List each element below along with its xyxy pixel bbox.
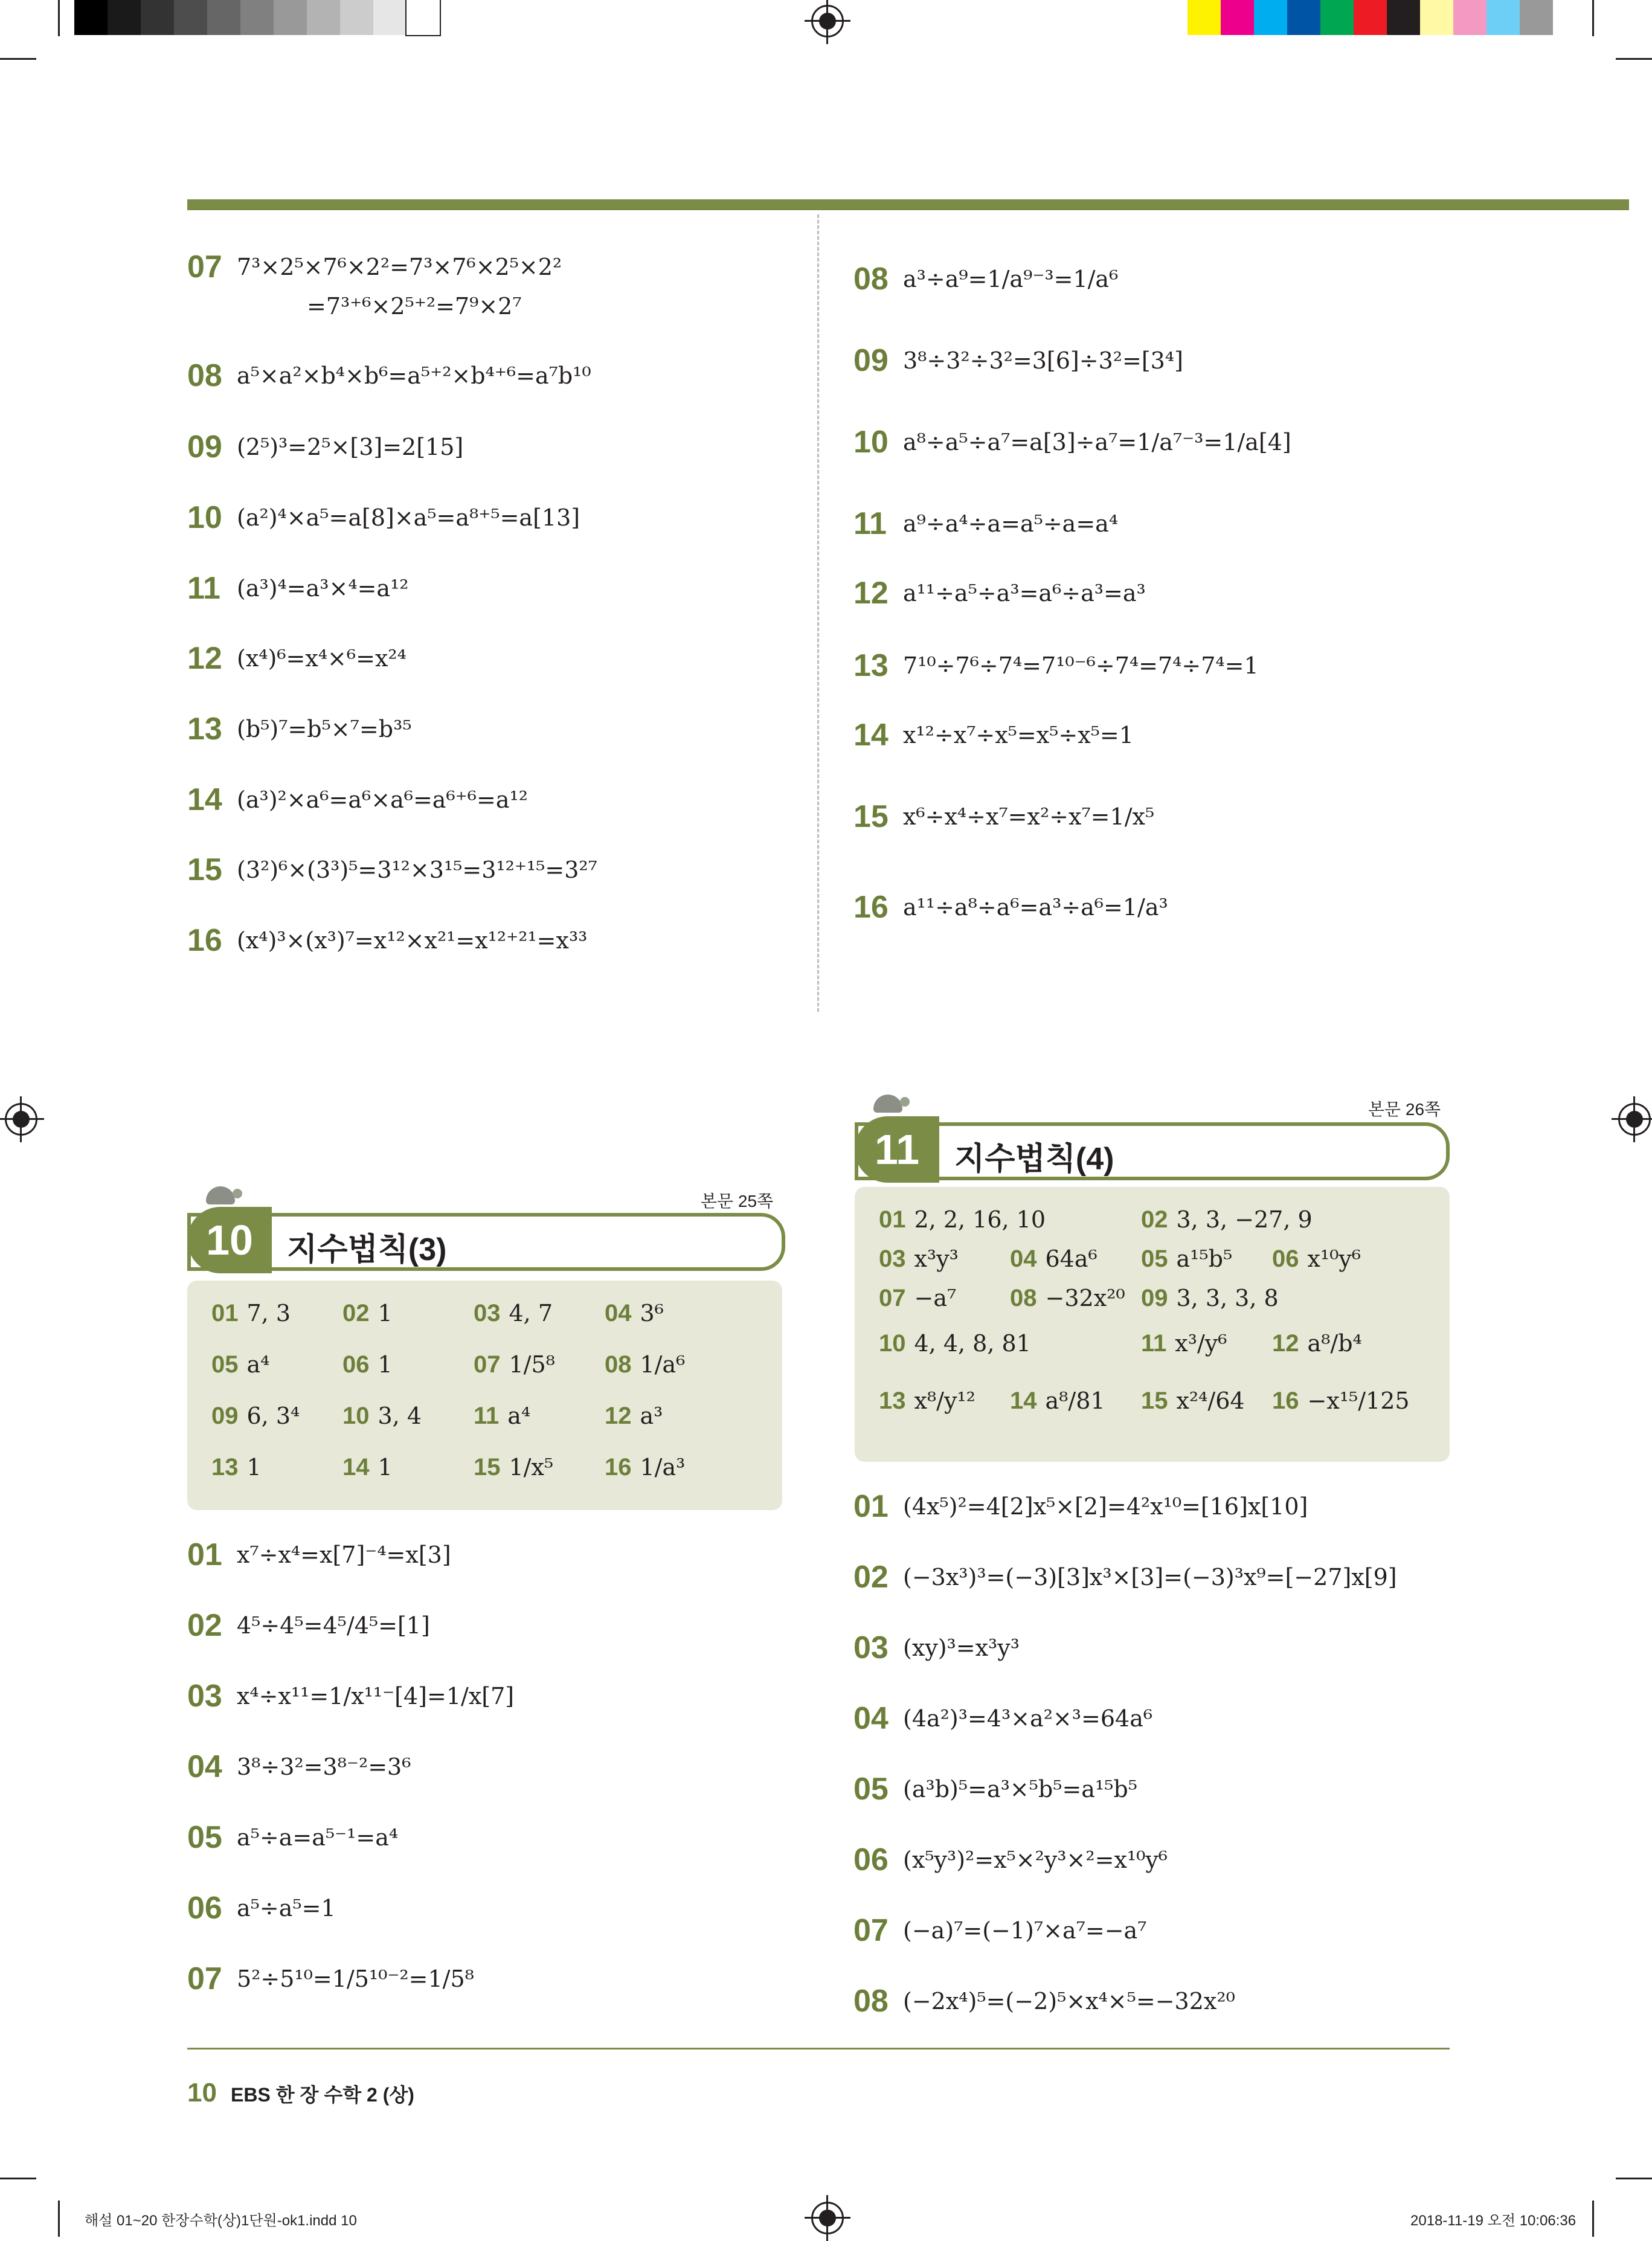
section-number: 11 [855,1116,939,1183]
problem-number: 13 [853,648,889,683]
answer-value: 3⁶ [640,1300,664,1326]
slug-filename: 해설 01~20 한장수학(상)1단원-ok1.indd 10 [85,2213,357,2229]
answer-item [1010,1244,1098,1273]
solution-expression: (−2x⁴)⁵=(−2)⁵×x⁴×⁵=−32x²⁰ [903,1988,1235,2014]
answer-item [474,1453,553,1482]
registration-mark-icon [5,1103,37,1136]
problem-number: 05 [853,1772,889,1807]
answer-number: 03 [474,1300,501,1326]
solution-expression: (a³b)⁵=a³×⁵b⁵=a¹⁵b⁵ [903,1776,1137,1802]
color-swatch [1188,0,1221,35]
problem-number: 07 [187,249,222,285]
problem-number: 15 [187,852,222,887]
page-reference: 본문 25쪽 [701,1192,774,1211]
answer-number: 14 [1010,1387,1037,1414]
solution-expression: (−3x³)³=(−3)[3]x³×[3]=(−3)³x⁹=[−27]x[9] [903,1564,1397,1590]
answer-value: 1/a⁶ [640,1351,686,1378]
crop-mark [58,2201,60,2237]
solution-expression: (3²)⁶×(3³)⁵=3¹²×3¹⁵=3¹²⁺¹⁵=3²⁷ [237,857,597,883]
solution-expression: 3⁸÷3²=3⁸⁻²=3⁶ [237,1754,411,1780]
page-reference: 본문 26쪽 [1368,1100,1441,1119]
problem-number: 03 [853,1630,889,1665]
answer-item [474,1401,530,1430]
problem-number: 11 [187,571,220,606]
turtle-icon [202,1184,241,1207]
answer-value: 1/x⁵ [509,1454,554,1481]
section-number: 10 [187,1207,272,1273]
answer-item [605,1350,685,1379]
solution-expression: (4a²)³=4³×a²×³=64a⁶ [903,1705,1153,1732]
answer-item [1141,1386,1245,1415]
solution-expression: x¹²÷x⁷÷x⁵=x⁵÷x⁵=1 [903,722,1134,748]
solution-expression: (a²)⁴×a⁵=a[8]×a⁵=a⁸⁺⁵=a[13] [237,504,580,531]
answer-value: 4, 4, 8, 81 [914,1330,1031,1357]
answer-number: 01 [879,1206,906,1233]
answer-item [342,1453,393,1482]
solution-expression: a⁵÷a=a⁵⁻¹=a⁴ [237,1824,399,1851]
answer-number: 13 [211,1454,239,1481]
problem-number: 13 [187,712,222,747]
footer-rule [187,2048,1450,2050]
solution-expression: x⁴÷x¹¹=1/x¹¹⁻[4]=1/x[7] [237,1683,515,1709]
answer-panel-11 [855,1187,1450,1462]
problem-number: 06 [853,1842,889,1877]
problem-number: 08 [187,358,222,393]
answer-item [474,1299,553,1328]
answer-number: 02 [342,1300,370,1326]
answer-value: x²⁴/64 [1176,1387,1245,1414]
answer-number: 05 [211,1351,239,1378]
solution-expression: (4x⁵)²=4[2]x⁵×[2]=4²x¹⁰=[16]x[10] [903,1493,1308,1520]
solution-expression: (a³)²×a⁶=a⁶×a⁶=a⁶⁺⁶=a¹² [237,786,528,813]
solution-expression: (2⁵)³=2⁵×[3]=2[15] [237,434,464,460]
problem-number: 10 [853,425,889,460]
problem-number: 14 [187,782,222,817]
problem-number: 14 [853,718,889,753]
answer-item [211,1401,300,1430]
top-rule [187,199,1629,210]
problem-number: 02 [187,1608,222,1643]
color-swatch [1486,0,1520,35]
problem-number: 16 [187,923,222,958]
answer-value: −x¹⁵/125 [1307,1387,1410,1414]
color-swatch [240,0,274,35]
answer-item [879,1329,1031,1358]
footer [187,2078,414,2108]
problem-number: 04 [187,1749,222,1784]
solution-expression: a³÷a⁹=1/a⁹⁻³=1/a⁶ [903,266,1119,292]
answer-item [342,1299,393,1328]
answer-item [879,1205,1046,1234]
problem-number: 16 [853,890,889,925]
solution-expression: 7¹⁰÷7⁶÷7⁴=7¹⁰⁻⁶÷7⁴=7⁴÷7⁴=1 [903,652,1259,679]
answer-value: 3, 3, −27, 9 [1176,1206,1313,1233]
answer-value: x¹⁰y⁶ [1307,1246,1361,1272]
problem-number: 09 [853,343,889,378]
answer-value: −32x²⁰ [1045,1285,1125,1311]
solution-expression: (xy)³=x³y³ [903,1635,1020,1661]
answer-number: 04 [1010,1246,1037,1272]
solution-expression: x⁶÷x⁴÷x⁷=x²÷x⁷=1/x⁵ [903,803,1155,830]
solution-expression: (x⁴)³×(x³)⁷=x¹²×x²¹=x¹²⁺²¹=x³³ [237,927,588,954]
answer-number: 10 [342,1403,370,1429]
solution-expression: (x⁵y³)²=x⁵×²y³×²=x¹⁰y⁶ [903,1847,1168,1873]
answer-number: 05 [1141,1246,1168,1272]
color-swatch [1420,0,1453,35]
solution-expression: a⁸÷a⁵÷a⁷=a[3]÷a⁷=1/a⁷⁻³=1/a[4] [903,429,1291,455]
answer-panel-10 [187,1281,782,1510]
slug-timestamp: 2018-11-19 오전 10:06:36 [1410,2213,1576,2229]
solution-expression: (−a)⁷=(−1)⁷×a⁷=−a⁷ [903,1917,1147,1944]
crop-mark [1592,0,1594,36]
solution-expression: a⁵÷a⁵=1 [237,1895,336,1921]
answer-value: a⁸/81 [1045,1387,1105,1414]
problem-number: 09 [187,429,222,465]
answer-value: 7, 3 [246,1300,291,1326]
answer-number: 14 [342,1454,370,1481]
answer-value: 1 [378,1300,393,1326]
answer-value: 1/a³ [640,1454,686,1481]
answer-number: 07 [879,1285,906,1311]
color-swatch [407,0,440,35]
crop-mark [0,58,36,60]
color-swatch [1221,0,1254,35]
problem-number: 08 [853,1984,889,2019]
answer-number: 15 [474,1454,501,1481]
problem-number: 01 [853,1489,889,1524]
answer-value: 1 [246,1454,262,1481]
answer-value: 3, 3, 3, 8 [1176,1285,1279,1311]
answer-item [879,1386,975,1415]
crop-mark [58,0,60,36]
section-title: 지수법칙(4) [954,1142,1114,1177]
answer-value: a⁴ [246,1351,270,1378]
color-swatch [174,0,207,35]
color-swatch [1320,0,1354,35]
registration-mark-icon [1618,1103,1651,1136]
answer-item [211,1350,269,1379]
answer-value: 3, 4 [378,1403,422,1429]
color-swatch [1287,0,1320,35]
color-swatch [74,0,108,35]
answer-number: 09 [1141,1285,1168,1311]
solution-expression: 7³×2⁵×7⁶×2²=7³×7⁶×2⁵×2² [237,254,562,280]
turtle-icon [870,1092,908,1115]
crop-mark [1592,2201,1594,2237]
solution-expression: a¹¹÷a⁵÷a³=a⁶÷a³=a³ [903,580,1146,606]
answer-number: 16 [1272,1387,1299,1414]
section-title: 지수법칙(3) [287,1232,447,1267]
color-swatch [1387,0,1420,35]
answer-item [879,1284,956,1313]
problem-number: 01 [187,1537,222,1572]
answer-value: a⁴ [507,1403,531,1429]
color-swatch [373,0,407,35]
problem-number: 15 [853,799,889,834]
book-title: EBS 한 장 수학 2 (상) [231,2084,414,2106]
answer-number: 10 [879,1330,906,1357]
color-swatch [141,0,174,35]
answer-value: −a⁷ [914,1285,957,1311]
solution-expression: x⁷÷x⁴=x[7]⁻⁴=x[3] [237,1542,451,1568]
problem-number: 07 [187,1961,222,1996]
answer-value: x³/y⁶ [1175,1330,1227,1357]
answer-number: 09 [211,1403,239,1429]
answer-item [605,1401,663,1430]
answer-number: 16 [605,1454,632,1481]
answer-number: 12 [1272,1330,1299,1357]
answer-item [879,1244,959,1273]
answer-number: 01 [211,1300,239,1326]
answer-value: 1 [378,1454,393,1481]
answer-number: 11 [1141,1330,1167,1357]
problem-number: 10 [187,500,222,535]
solution-expression: (b⁵)⁷=b⁵×⁷=b³⁵ [237,716,412,742]
answer-number: 08 [1010,1285,1037,1311]
answer-item [342,1350,393,1379]
solution-expression: (x⁴)⁶=x⁴×⁶=x²⁴ [237,645,407,672]
solution-expression: a⁹÷a⁴÷a=a⁵÷a=a⁴ [903,510,1119,537]
answer-item [1141,1329,1227,1358]
answer-number: 02 [1141,1206,1168,1233]
color-swatch [307,0,340,35]
color-swatch [274,0,307,35]
crop-mark [1616,2178,1652,2179]
registration-mark-icon [811,5,844,37]
crop-mark [1616,58,1652,60]
color-swatch [1520,0,1553,35]
problem-number: 02 [853,1560,889,1595]
answer-number: 07 [474,1351,501,1378]
problem-number: 12 [853,576,889,611]
answer-value: a³ [640,1403,663,1429]
answer-item [1272,1244,1361,1273]
answer-item [1141,1244,1232,1273]
answer-value: 4, 7 [509,1300,553,1326]
answer-number: 03 [879,1246,906,1272]
answer-item [1272,1386,1410,1415]
problem-number: 07 [853,1913,889,1948]
answer-number: 15 [1141,1387,1168,1414]
answer-item [474,1350,555,1379]
solution-expression: =7³⁺⁶×2⁵⁺²=7⁹×2⁷ [307,293,522,320]
answer-value: 2, 2, 16, 10 [914,1206,1046,1233]
section-header-11 [855,1116,1450,1183]
answer-number: 12 [605,1403,632,1429]
answer-value: x³y³ [914,1246,959,1272]
answer-item [1272,1329,1362,1358]
color-swatch [207,0,240,35]
problem-number: 12 [187,641,222,676]
problem-number: 08 [853,262,889,297]
answer-item [605,1453,685,1482]
answer-number: 11 [474,1403,500,1429]
page-number: 10 [187,2078,217,2108]
answer-item [1141,1205,1313,1234]
answer-number: 06 [1272,1246,1299,1272]
color-swatch [1254,0,1287,35]
registration-mark-icon [811,2202,844,2234]
problem-number: 04 [853,1701,889,1736]
answer-value: x⁸/y¹² [914,1387,975,1414]
color-swatch [108,0,141,35]
solution-expression: 5²÷5¹⁰=1/5¹⁰⁻²=1/5⁸ [237,1966,474,1992]
color-swatch [1453,0,1486,35]
answer-value: 1 [378,1351,393,1378]
answer-number: 08 [605,1351,632,1378]
problem-number: 03 [187,1679,222,1714]
answer-value: a¹⁵b⁵ [1176,1246,1233,1272]
answer-item [1141,1284,1279,1313]
color-swatch [1354,0,1387,35]
answer-number: 06 [342,1351,370,1378]
answer-item [1010,1386,1105,1415]
color-swatch [340,0,373,35]
answer-item [1010,1284,1125,1313]
answer-item [605,1299,664,1328]
problem-number: 06 [187,1891,222,1926]
answer-number: 04 [605,1300,632,1326]
answer-value: a⁸/b⁴ [1307,1330,1362,1357]
problem-number: 11 [853,506,887,541]
solution-expression: a¹¹÷a⁸÷a⁶=a³÷a⁶=1/a³ [903,894,1168,921]
section-header-10 [187,1207,785,1273]
problem-number: 05 [187,1820,222,1855]
solution-expression: a⁵×a²×b⁴×b⁶=a⁵⁺²×b⁴⁺⁶=a⁷b¹⁰ [237,362,591,389]
answer-item [342,1401,422,1430]
solution-expression: (a³)⁴=a³×⁴=a¹² [237,575,409,602]
answer-item [211,1299,291,1328]
answer-item [211,1453,262,1482]
answer-number: 13 [879,1387,906,1414]
column-divider [817,214,819,1012]
solution-expression: 4⁵÷4⁵=4⁵/4⁵=[1] [237,1612,430,1639]
answer-value: 1/5⁸ [509,1351,555,1378]
answer-value: 64a⁶ [1045,1246,1098,1272]
answer-value: 6, 3⁴ [246,1403,300,1429]
solution-expression: 3⁸÷3²÷3²=3[6]÷3²=[3⁴] [903,347,1183,374]
crop-mark [0,2178,36,2179]
